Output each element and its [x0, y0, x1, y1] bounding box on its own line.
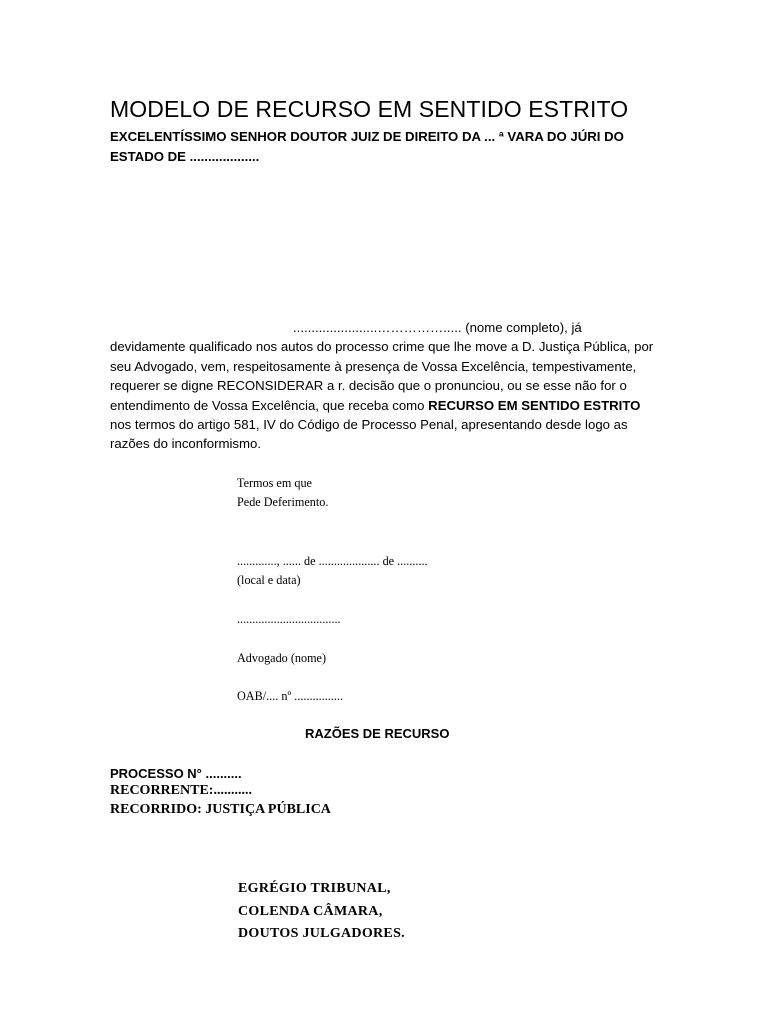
closing-local-data: (local e data): [237, 573, 301, 587]
recorrido-line: RECORRIDO: JUSTIÇA PÚBLICA: [110, 802, 331, 817]
recorrente-line: RECORRENTE:...........: [110, 783, 252, 798]
closing-pede-deferimento: Pede Deferimento.: [237, 495, 329, 509]
closing-date-line: ............., ...... de .................... de ..........: [237, 554, 428, 568]
closing-advogado: Advogado (nome): [237, 651, 327, 665]
intro-paragraph: [110, 318, 660, 454]
salutation-line: COLENDA CÂMARA,: [238, 903, 383, 919]
addressee-heading: EXCELENTÍSSIMO SENHOR DOUTOR JUIZ DE DIREITO DA ... ª VARA DO JÚRI DO ESTADO DE ...................: [110, 129, 624, 164]
closing-signature-line: ..................................: [237, 612, 341, 626]
document-title: MODELO DE RECURSO EM SENTIDO ESTRITO: [110, 96, 629, 122]
intro-text-end: nos termos do artigo 581, IV do Código de Processo Penal, apresentando desde logo as razões do inconformismo.: [110, 417, 628, 452]
intro-text: devidamente qualificado nos autos do processo crime que lhe move a D. Justiça Pública, por seu Advogado, vem, respeitosamente à presença de Vossa Excelência, tempestivamente, requerer se digne RECONSIDERAR a r. decisão que o pronunciou, ou se esse não for o entendimento de Vossa Excelência, que receba como: [110, 339, 654, 413]
intro-bold-recurso: RECURSO EM SENTIDO ESTRITO: [428, 397, 641, 413]
salutation-block: [238, 878, 405, 946]
closing-termos: Termos em que: [237, 476, 312, 490]
closing-oab: OAB/.... nº ................: [237, 689, 344, 703]
processo-number: PROCESSO N° ..........: [110, 766, 242, 781]
salutation-line: EGRÉGIO TRIBUNAL,: [238, 881, 391, 896]
razoes-title: RAZÕES DE RECURSO: [305, 726, 450, 741]
intro-name-line: .......................……………..... (nome completo), já: [293, 320, 582, 335]
salutation-line: DOUTOS JULGADORES.: [238, 926, 405, 941]
